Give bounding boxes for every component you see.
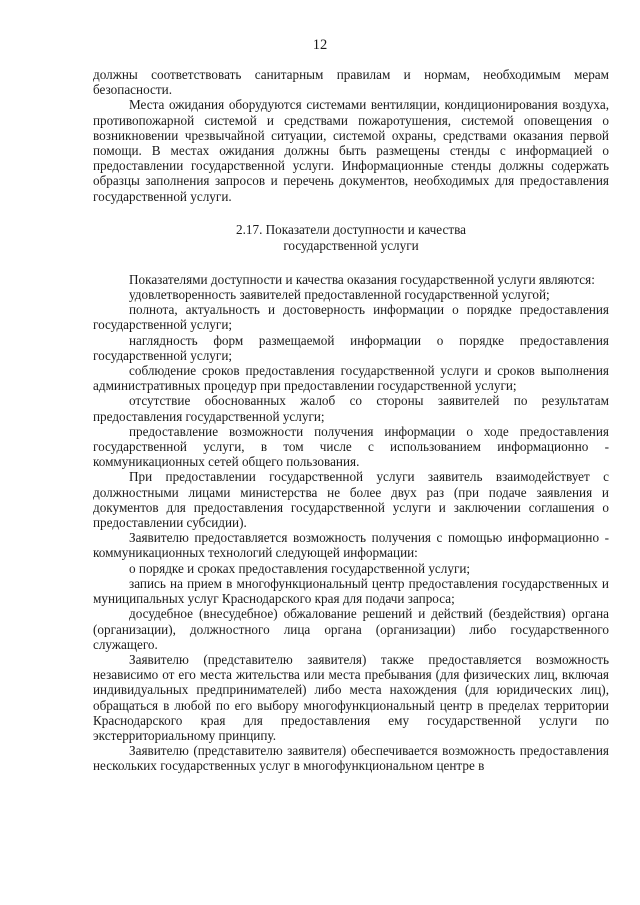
page-number: 12: [312, 37, 328, 53]
paragraph: удовлетворенность заявителей предоставленной государственной услугой;: [129, 287, 550, 303]
paragraph: запись на прием в многофункциональный центр предоставления государственных и муниципальных услуг Краснодарского края для подачи запроса;: [93, 575, 609, 607]
paragraph: досудебное (внесудебное) обжалование решений и действий (бездействия) органа (организации), должностного лица органа (организации) либо государственного служащего.: [93, 606, 609, 652]
paragraph: Заявителю (представителю заявителя) обеспечивается возможность предоставления нескольких государственных услуг в многофункциональном центре в: [93, 743, 609, 774]
paragraph: При предоставлении государственной услуги заявитель взаимодействует с должностными лицами министерства не более двух раз (при подаче заявления и документов для предоставления государственной услуги и заключении соглашения о предоставлении субсидии).: [93, 469, 609, 531]
section-heading-line: 2.17. Показатели доступности и качества: [235, 221, 467, 237]
paragraph: Показателями доступности и качества оказания государственной услуги являются:: [129, 271, 595, 287]
paragraph: Заявителю предоставляется возможность получения с помощью информационно - коммуникационных технологий следующей информации:: [93, 530, 609, 561]
paragraph: о порядке и сроках предоставления государственной услуги;: [129, 560, 471, 576]
paragraph: должны соответствовать санитарным правилам и нормам, необходимым мерам безопасности.: [93, 67, 609, 98]
section-heading: [93, 222, 609, 254]
paragraph: полнота, актуальность и достоверность информации о порядке предоставления государственной услуги;: [93, 302, 609, 333]
paragraph: Заявителю (представителю заявителя) также предоставляется возможность независимо от его места жительства или места пребывания (для физических лиц, включая индивидуальных предпринимателей) либо места нахождения (для юридических лиц), обращаться в любой по его выбору многофункциональный центр в пределах территории Краснодарского края для предоставления ему государственной услуги по экстерриториальному принципу.: [93, 651, 609, 743]
paragraph: соблюдение сроков предоставления государственной услуги и сроков выполнения административных процедур при предоставлении государственной услуги;: [93, 363, 609, 394]
paragraph: предоставление возможности получения информации о ходе предоставления государственной услуги, в том числе с использованием информационно - коммуникационных сетей общего пользования.: [93, 423, 609, 470]
paragraph: отсутствие обоснованных жалоб со стороны заявителей по результатам предоставления государственной услуги;: [93, 393, 609, 424]
paragraph: наглядность форм размещаемой информации о порядке предоставления государственной услуги;: [93, 332, 609, 363]
paragraph: Места ожидания оборудуются системами вентиляции, кондиционирования воздуха, противопожарной системой и средствами пожаротушения, системой оповещения о возникновении чрезвычайной ситуации, системой охраны, средствами оказания первой помощи. В местах ожидания должны быть размещены стенды с информацией о предоставлении государственной услуги. Информационные стенды должны содержать образцы заполнения запросов и перечень документов, необходимых для предоставления государственной услуги.: [93, 97, 609, 204]
section-heading-line: государственной услуги: [283, 237, 419, 253]
document-body: [93, 67, 609, 774]
